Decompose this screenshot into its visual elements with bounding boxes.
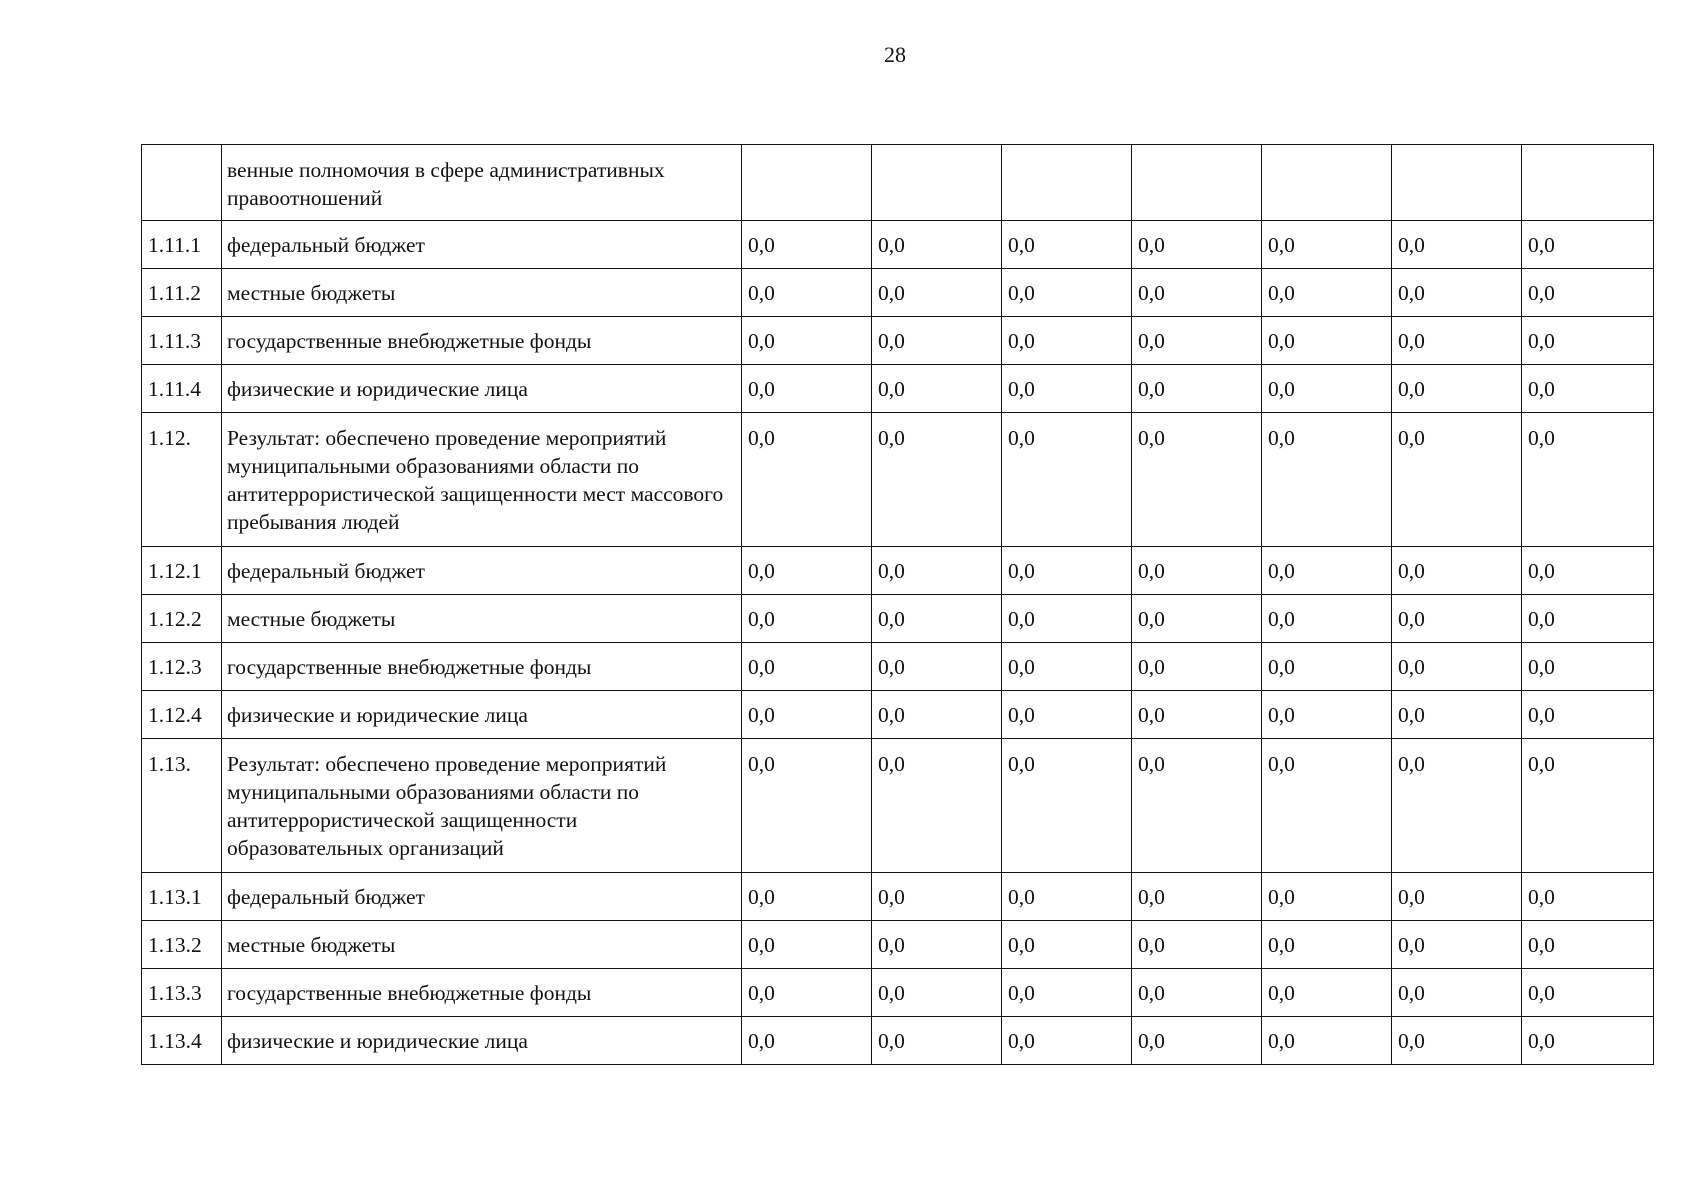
row-name: федеральный бюджет (222, 547, 742, 595)
row-name: государственные внебюджетные фонды (222, 969, 742, 1017)
value-cell: 0,0 (1392, 221, 1522, 269)
value-cell: 0,0 (1262, 595, 1392, 643)
value-cell: 0,0 (1262, 269, 1392, 317)
value-cell: 0,0 (1002, 317, 1132, 365)
value-cell: 0,0 (1392, 1017, 1522, 1065)
value-cell: 0,0 (872, 595, 1002, 643)
value-cell: 0,0 (872, 643, 1002, 691)
value-cell: 0,0 (1392, 691, 1522, 739)
value-cell: 0,0 (1262, 1017, 1392, 1065)
row-name: физические и юридические лица (222, 691, 742, 739)
value-cell: 0,0 (872, 221, 1002, 269)
value-cell: 0,0 (1002, 595, 1132, 643)
table-row (142, 921, 1654, 969)
value-cell: 0,0 (1132, 921, 1262, 969)
value-cell: 0,0 (1002, 547, 1132, 595)
value-cell: 0,0 (742, 1017, 872, 1065)
row-name: местные бюджеты (222, 595, 742, 643)
row-number: 1.12.2 (142, 595, 222, 643)
value-cell: 0,0 (742, 269, 872, 317)
value-cell: 0,0 (1262, 921, 1392, 969)
value-cell: 0,0 (1002, 221, 1132, 269)
row-number (142, 145, 222, 221)
value-cell: 0,0 (1132, 365, 1262, 413)
row-number: 1.13.2 (142, 921, 222, 969)
value-cell: 0,0 (1002, 969, 1132, 1017)
page-number: 28 (884, 42, 906, 67)
value-cell: 0,0 (1522, 691, 1654, 739)
value-cell: 0,0 (1132, 413, 1262, 547)
value-cell: 0,0 (1392, 873, 1522, 921)
value-cell: 0,0 (1392, 317, 1522, 365)
value-cell: 0,0 (872, 873, 1002, 921)
table-row (142, 1017, 1654, 1065)
value-cell: 0,0 (872, 365, 1002, 413)
value-cell: 0,0 (872, 1017, 1002, 1065)
value-cell: 0,0 (1392, 413, 1522, 547)
value-cell (742, 145, 872, 221)
value-cell: 0,0 (1002, 269, 1132, 317)
value-cell: 0,0 (1392, 269, 1522, 317)
value-cell: 0,0 (1262, 739, 1392, 873)
value-cell: 0,0 (872, 691, 1002, 739)
value-cell: 0,0 (1262, 691, 1392, 739)
table-row (142, 365, 1654, 413)
table-row (142, 145, 1654, 221)
value-cell: 0,0 (742, 739, 872, 873)
table-row (142, 643, 1654, 691)
value-cell: 0,0 (1132, 1017, 1262, 1065)
row-number: 1.11.3 (142, 317, 222, 365)
value-cell: 0,0 (1132, 221, 1262, 269)
table-row (142, 317, 1654, 365)
value-cell: 0,0 (742, 595, 872, 643)
table-row (142, 413, 1654, 547)
value-cell: 0,0 (1002, 739, 1132, 873)
value-cell (1132, 145, 1262, 221)
budget-table (141, 144, 1654, 1065)
value-cell: 0,0 (1522, 739, 1654, 873)
value-cell: 0,0 (1392, 969, 1522, 1017)
row-name: федеральный бюджет (222, 221, 742, 269)
value-cell: 0,0 (1522, 317, 1654, 365)
row-name: Результат: обеспечено проведение мероприятий муниципальными образованиями области по антитеррористической защищенности образовательных организаций (222, 739, 742, 873)
table-row (142, 691, 1654, 739)
value-cell: 0,0 (1522, 547, 1654, 595)
value-cell: 0,0 (872, 921, 1002, 969)
value-cell: 0,0 (1392, 595, 1522, 643)
value-cell: 0,0 (1132, 547, 1262, 595)
value-cell: 0,0 (872, 969, 1002, 1017)
value-cell: 0,0 (1262, 643, 1392, 691)
value-cell: 0,0 (1262, 873, 1392, 921)
value-cell: 0,0 (1392, 643, 1522, 691)
value-cell: 0,0 (872, 739, 1002, 873)
value-cell: 0,0 (742, 921, 872, 969)
table-row (142, 873, 1654, 921)
row-number: 1.12.4 (142, 691, 222, 739)
table-row (142, 969, 1654, 1017)
value-cell: 0,0 (742, 317, 872, 365)
row-number: 1.13.3 (142, 969, 222, 1017)
value-cell (872, 145, 1002, 221)
row-number: 1.12. (142, 413, 222, 547)
row-number: 1.12.3 (142, 643, 222, 691)
value-cell: 0,0 (1132, 969, 1262, 1017)
value-cell: 0,0 (1262, 413, 1392, 547)
value-cell: 0,0 (1002, 1017, 1132, 1065)
table-row (142, 595, 1654, 643)
value-cell: 0,0 (1522, 365, 1654, 413)
value-cell: 0,0 (742, 969, 872, 1017)
row-name: венные полномочия в сфере административных правоотношений (222, 145, 742, 221)
value-cell: 0,0 (742, 413, 872, 547)
value-cell: 0,0 (1522, 969, 1654, 1017)
value-cell: 0,0 (1522, 413, 1654, 547)
value-cell: 0,0 (1262, 969, 1392, 1017)
value-cell: 0,0 (742, 643, 872, 691)
value-cell: 0,0 (1262, 317, 1392, 365)
row-number: 1.12.1 (142, 547, 222, 595)
value-cell: 0,0 (872, 269, 1002, 317)
value-cell: 0,0 (1132, 643, 1262, 691)
value-cell (1522, 145, 1654, 221)
value-cell: 0,0 (1002, 365, 1132, 413)
value-cell: 0,0 (1522, 873, 1654, 921)
value-cell: 0,0 (1392, 547, 1522, 595)
row-name: государственные внебюджетные фонды (222, 317, 742, 365)
value-cell: 0,0 (742, 365, 872, 413)
table-row (142, 547, 1654, 595)
value-cell: 0,0 (1522, 921, 1654, 969)
value-cell: 0,0 (872, 547, 1002, 595)
value-cell: 0,0 (872, 317, 1002, 365)
value-cell: 0,0 (1132, 317, 1262, 365)
value-cell (1392, 145, 1522, 221)
value-cell: 0,0 (1002, 921, 1132, 969)
row-number: 1.11.4 (142, 365, 222, 413)
value-cell: 0,0 (1392, 921, 1522, 969)
table-body (142, 145, 1654, 1065)
value-cell: 0,0 (1002, 873, 1132, 921)
value-cell: 0,0 (1392, 365, 1522, 413)
value-cell: 0,0 (1002, 643, 1132, 691)
row-number: 1.13.4 (142, 1017, 222, 1065)
value-cell (1262, 145, 1392, 221)
value-cell: 0,0 (1522, 269, 1654, 317)
value-cell: 0,0 (1002, 413, 1132, 547)
value-cell: 0,0 (1262, 365, 1392, 413)
table-row (142, 739, 1654, 873)
value-cell: 0,0 (1392, 739, 1522, 873)
table-row (142, 221, 1654, 269)
value-cell: 0,0 (742, 221, 872, 269)
value-cell: 0,0 (1262, 547, 1392, 595)
row-name: Результат: обеспечено проведение мероприятий муниципальными образованиями области по антитеррористической защищенности мест массового пребывания людей (222, 413, 742, 547)
row-number: 1.11.1 (142, 221, 222, 269)
value-cell: 0,0 (1522, 643, 1654, 691)
value-cell: 0,0 (1132, 691, 1262, 739)
row-number: 1.13.1 (142, 873, 222, 921)
row-number: 1.13. (142, 739, 222, 873)
row-name: физические и юридические лица (222, 1017, 742, 1065)
value-cell: 0,0 (1132, 873, 1262, 921)
row-name: местные бюджеты (222, 269, 742, 317)
value-cell: 0,0 (1132, 269, 1262, 317)
table-row (142, 269, 1654, 317)
value-cell: 0,0 (742, 873, 872, 921)
value-cell: 0,0 (1262, 221, 1392, 269)
value-cell: 0,0 (1522, 221, 1654, 269)
row-name: физические и юридические лица (222, 365, 742, 413)
value-cell: 0,0 (1132, 595, 1262, 643)
value-cell: 0,0 (872, 413, 1002, 547)
value-cell: 0,0 (1522, 595, 1654, 643)
row-name: государственные внебюджетные фонды (222, 643, 742, 691)
value-cell: 0,0 (742, 691, 872, 739)
row-name: федеральный бюджет (222, 873, 742, 921)
value-cell: 0,0 (1132, 739, 1262, 873)
row-name: местные бюджеты (222, 921, 742, 969)
value-cell: 0,0 (1522, 1017, 1654, 1065)
value-cell: 0,0 (1002, 691, 1132, 739)
value-cell (1002, 145, 1132, 221)
value-cell: 0,0 (742, 547, 872, 595)
row-number: 1.11.2 (142, 269, 222, 317)
